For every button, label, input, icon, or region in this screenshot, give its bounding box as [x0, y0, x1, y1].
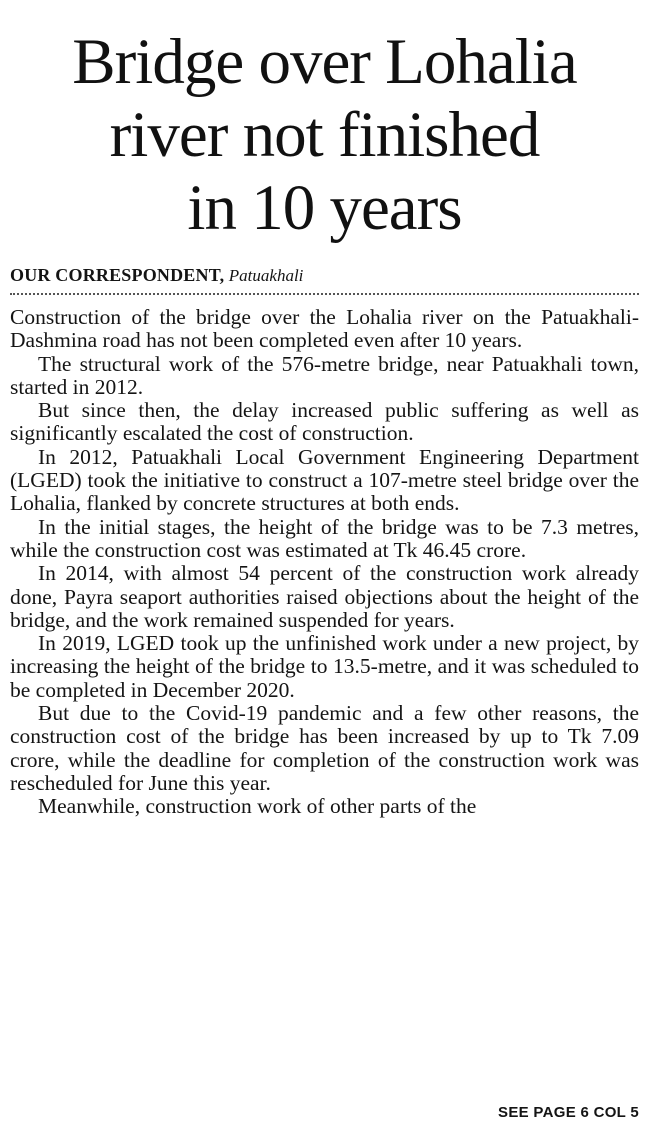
paragraph: In 2012, Patuakhali Local Government Engineering Department (LGED) took the initiative to construct a 107-metre steel bridge over the Lohalia, flanked by concrete structures at both ends. — [10, 444, 639, 516]
headline-line-3: in 10 years — [187, 172, 462, 244]
byline-author: OUR CORRESPONDENT, — [10, 265, 225, 285]
paragraph: In the initial stages, the height of the bridge was to be 7.3 metres, while the construction cost was estimated at Tk 46.45 crore. — [10, 514, 639, 562]
headline-line-1: Bridge over Lohalia — [72, 26, 577, 98]
headline — [10, 26, 639, 245]
byline — [10, 263, 639, 288]
continued-on-page-note: SEE PAGE 6 COL 5 — [498, 1104, 639, 1121]
byline-place: Patuakhali — [228, 266, 304, 285]
paragraph: In 2014, with almost 54 percent of the construction work already done, Payra seaport authorities raised objections about the height of the bridge, and the work remained suspended for years. — [10, 561, 639, 632]
paragraph: But due to the Covid-19 pandemic and a few other reasons, the construction cost of the bridge has been increased by up to Tk 7.09 crore, while the deadline for completion of the construction work was rescheduled for June this year. — [10, 701, 639, 795]
paragraph: But since then, the delay increased public suffering as well as significantly escalated the cost of construction. — [10, 398, 639, 446]
newspaper-article — [10, 0, 639, 1143]
paragraph: Construction of the bridge over the Lohalia river on the Patuakhali-Dashmina road has not been completed even after 10 years. — [10, 305, 639, 353]
article-body — [10, 306, 639, 819]
headline-line-2: river not finished — [109, 99, 540, 171]
paragraph: The structural work of the 576-metre bridge, near Patuakhali town, started in 2012. — [10, 351, 639, 399]
dotted-divider — [10, 293, 639, 295]
paragraph: Meanwhile, construction work of other parts of the — [38, 794, 477, 819]
paragraph: In 2019, LGED took up the unfinished work under a new project, by increasing the height of the bridge to 13.5-metre, and it was scheduled to be completed in December 2020. — [10, 631, 639, 702]
